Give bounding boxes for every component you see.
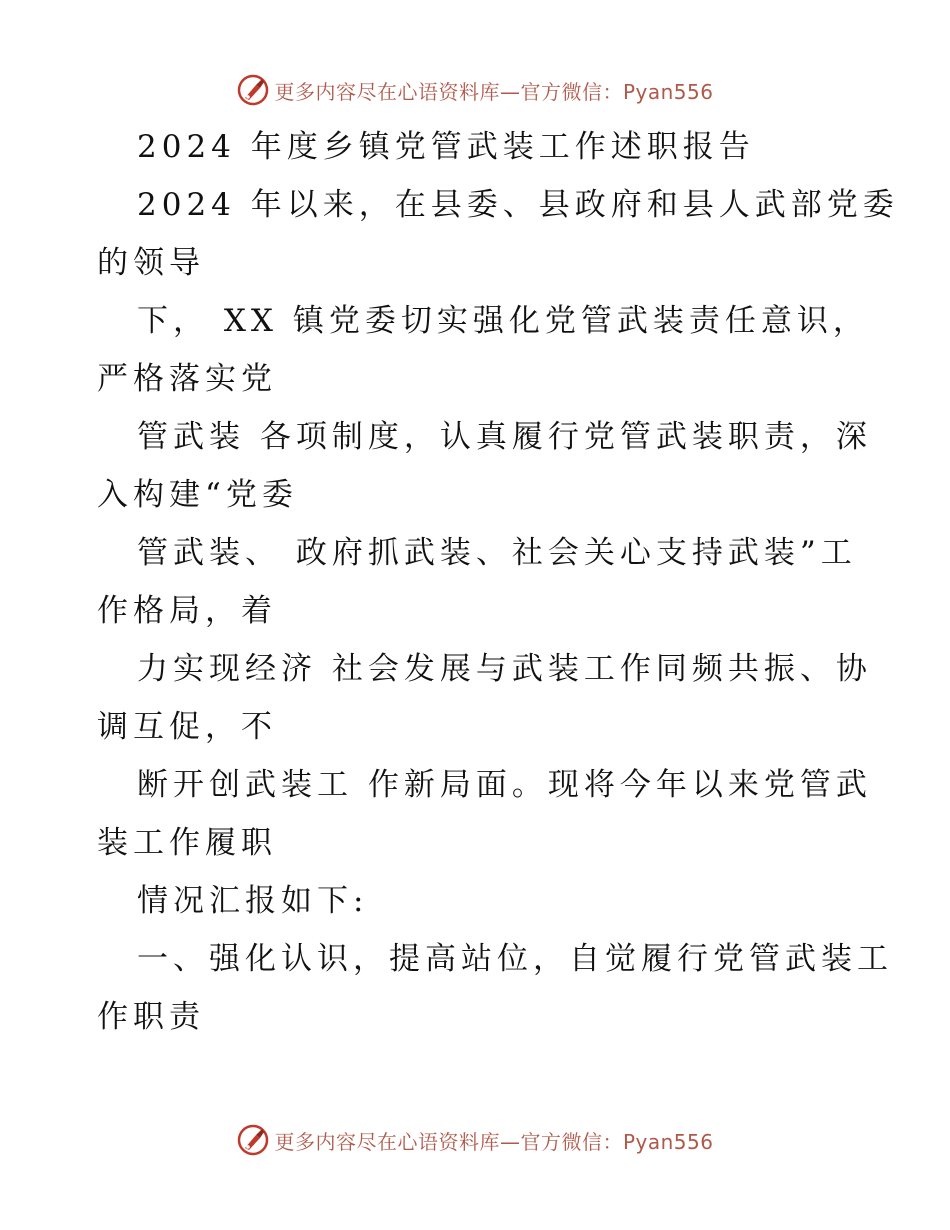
pen-nib-logo-icon <box>236 1123 270 1157</box>
paragraph-line: 管武装、 政府抓武装、社会关心支持武装”工 <box>137 535 857 571</box>
paragraph-line: 情况汇报如下: <box>137 883 369 919</box>
paragraph-line: 严格落实党 <box>97 361 277 397</box>
section-heading: 一、强化认识，提高站位，自觉履行党管武装工 <box>137 941 893 977</box>
pen-nib-logo-icon <box>236 73 270 107</box>
document-title: 2024 年度乡镇党管武装工作述职报告 <box>137 129 755 165</box>
paragraph-line: 装工作履职 <box>97 825 277 861</box>
paragraph-line: 断开创武装工 作新局面。现将今年以来党管武 <box>137 767 872 803</box>
footer-banner-text: 更多内容尽在心语资料库—官方微信：Pyan556 <box>274 1129 714 1154</box>
paragraph-line: 入构建“党委 <box>97 477 298 513</box>
footer-banner <box>0 1120 950 1160</box>
document-body <box>97 118 899 1046</box>
header-banner <box>0 70 950 110</box>
paragraph-line: 下， XX 镇党委切实强化党管武装责任意识， <box>137 303 869 339</box>
paragraph-line: 调互促，不 <box>97 709 277 745</box>
paragraph-line: 2024 年以来，在县委、县政府和县人武部党委 <box>137 187 899 223</box>
section-heading-continuation: 作职责 <box>97 999 205 1035</box>
paragraph-line: 管武装 各项制度，认真履行党管武装职责，深 <box>137 419 872 455</box>
header-banner-text: 更多内容尽在心语资料库—官方微信：Pyan556 <box>274 79 714 104</box>
paragraph-line: 力实现经济 社会发展与武装工作同频共振、协 <box>137 651 872 687</box>
paragraph-line: 作格局，着 <box>97 593 277 629</box>
paragraph-line: 的领导 <box>97 245 205 281</box>
